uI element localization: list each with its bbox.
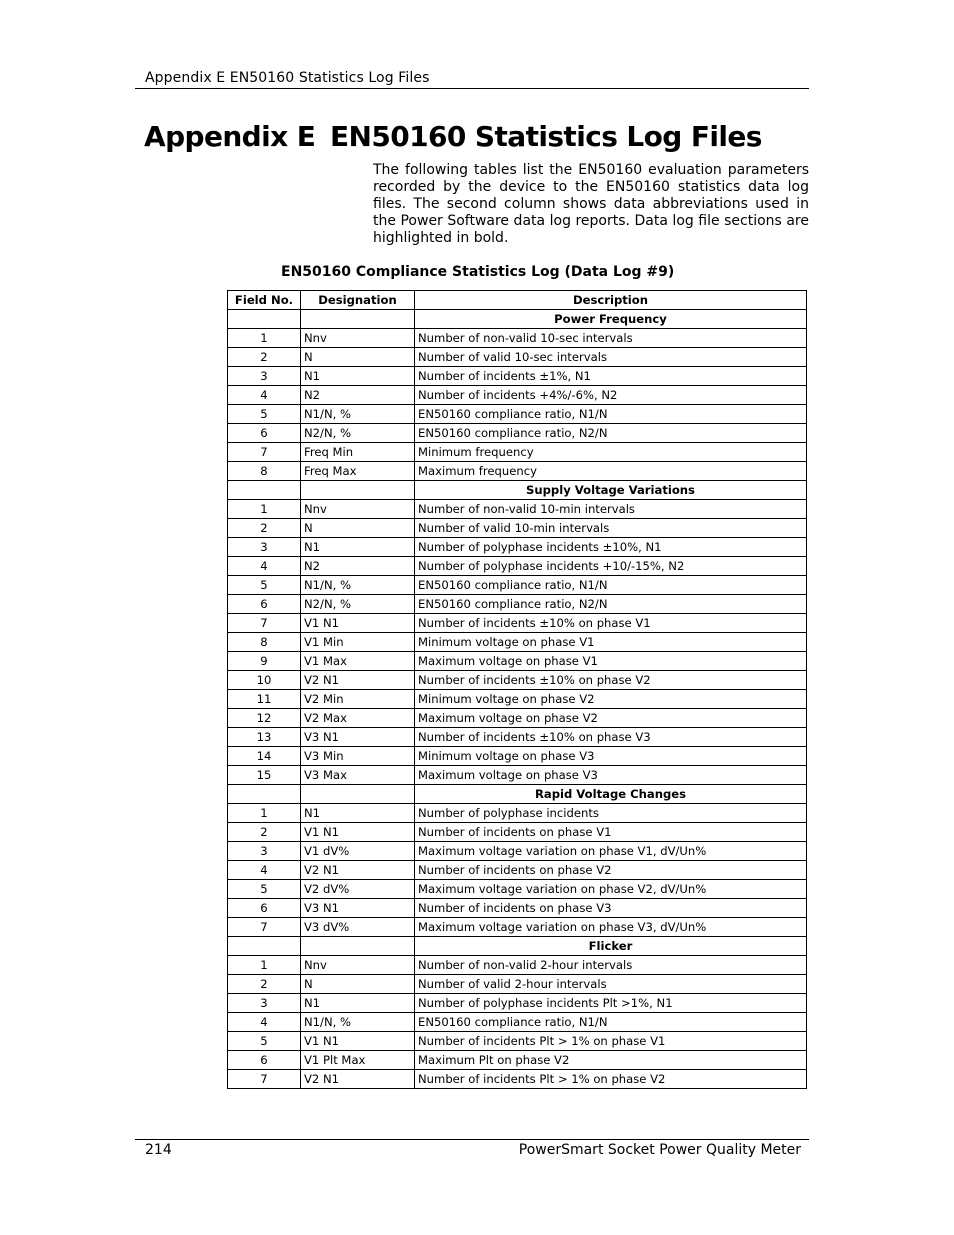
field-number-cell: 7 (228, 918, 301, 937)
table-row (228, 519, 807, 538)
designation-cell: V2 N1 (301, 861, 415, 880)
description-cell: Number of incidents ±10% on phase V3 (415, 728, 807, 747)
table-row (228, 766, 807, 785)
designation-cell: V1 Min (301, 633, 415, 652)
section-empty-cell (228, 785, 301, 804)
description-cell: EN50160 compliance ratio, N1/N (415, 576, 807, 595)
designation-cell: N2/N, % (301, 595, 415, 614)
description-cell: Maximum voltage variation on phase V3, dV/Un% (415, 918, 807, 937)
table-caption: EN50160 Compliance Statistics Log (Data Log #9) (281, 264, 675, 280)
description-cell: Number of incidents +4%/-6%, N2 (415, 386, 807, 405)
designation-cell: N2 (301, 386, 415, 405)
table-row (228, 595, 807, 614)
statistics-log-table (227, 290, 807, 1089)
field-number-cell: 5 (228, 405, 301, 424)
field-number-cell: 4 (228, 861, 301, 880)
section-row (228, 481, 807, 500)
table-row (228, 386, 807, 405)
designation-cell: V2 Min (301, 690, 415, 709)
designation-cell: N1/N, % (301, 576, 415, 595)
table-row (228, 956, 807, 975)
designation-cell: V3 Min (301, 747, 415, 766)
field-number-cell: 9 (228, 652, 301, 671)
table-body (228, 310, 807, 1089)
table-row (228, 329, 807, 348)
table-row (228, 1013, 807, 1032)
description-cell: Number of valid 10-min intervals (415, 519, 807, 538)
field-number-cell: 15 (228, 766, 301, 785)
description-cell: Number of incidents ±10% on phase V2 (415, 671, 807, 690)
column-header-description: Description (415, 291, 807, 310)
table-row (228, 728, 807, 747)
section-empty-cell (228, 481, 301, 500)
field-number-cell: 14 (228, 747, 301, 766)
designation-cell: N2 (301, 557, 415, 576)
table-row (228, 633, 807, 652)
designation-cell: N (301, 348, 415, 367)
intro-paragraph: The following tables list the EN50160 evaluation parameters recorded by the device to the EN50160 statistics data log files. The second column shows data abbreviations used in the Power Software data log reports. Data log file sections are highlighted in bold. (373, 162, 809, 246)
designation-cell: N1 (301, 367, 415, 386)
table-row (228, 975, 807, 994)
field-number-cell: 6 (228, 899, 301, 918)
description-cell: Number of polyphase incidents +10/-15%, N2 (415, 557, 807, 576)
designation-cell: V3 N1 (301, 728, 415, 747)
table-row (228, 861, 807, 880)
table-row (228, 424, 807, 443)
table-row (228, 823, 807, 842)
designation-cell: Freq Max (301, 462, 415, 481)
field-number-cell: 1 (228, 956, 301, 975)
footer-product-name: PowerSmart Socket Power Quality Meter (518, 1142, 801, 1158)
column-header-field-no: Field No. (228, 291, 301, 310)
description-cell: Maximum voltage on phase V2 (415, 709, 807, 728)
section-empty-cell (301, 310, 415, 329)
field-number-cell: 11 (228, 690, 301, 709)
designation-cell: N1 (301, 994, 415, 1013)
table-row (228, 918, 807, 937)
table-row (228, 804, 807, 823)
section-title: Power Frequency (415, 310, 807, 329)
table-row (228, 690, 807, 709)
field-number-cell: 5 (228, 1032, 301, 1051)
designation-cell: V1 Plt Max (301, 1051, 415, 1070)
field-number-cell: 8 (228, 633, 301, 652)
section-title: Flicker (415, 937, 807, 956)
table-row (228, 671, 807, 690)
field-number-cell: 6 (228, 424, 301, 443)
designation-cell: Freq Min (301, 443, 415, 462)
description-cell: Minimum voltage on phase V2 (415, 690, 807, 709)
designation-cell: V1 N1 (301, 614, 415, 633)
field-number-cell: 2 (228, 519, 301, 538)
field-number-cell: 4 (228, 386, 301, 405)
description-cell: Number of polyphase incidents Plt >1%, N1 (415, 994, 807, 1013)
description-cell: Number of incidents on phase V2 (415, 861, 807, 880)
table-row (228, 994, 807, 1013)
field-number-cell: 4 (228, 1013, 301, 1032)
section-empty-cell (301, 481, 415, 500)
table-row (228, 747, 807, 766)
description-cell: Number of non-valid 10-min intervals (415, 500, 807, 519)
description-cell: Minimum voltage on phase V3 (415, 747, 807, 766)
table-row (228, 1051, 807, 1070)
table-row (228, 443, 807, 462)
description-cell: Maximum frequency (415, 462, 807, 481)
designation-cell: V2 N1 (301, 1070, 415, 1089)
description-cell: Number of valid 10-sec intervals (415, 348, 807, 367)
description-cell: Maximum voltage on phase V1 (415, 652, 807, 671)
table-row (228, 405, 807, 424)
field-number-cell: 2 (228, 975, 301, 994)
field-number-cell: 12 (228, 709, 301, 728)
section-row (228, 310, 807, 329)
field-number-cell: 2 (228, 348, 301, 367)
designation-cell: Nnv (301, 500, 415, 519)
field-number-cell: 2 (228, 823, 301, 842)
page-title (144, 120, 824, 153)
field-number-cell: 7 (228, 443, 301, 462)
column-header-designation: Designation (301, 291, 415, 310)
designation-cell: N1/N, % (301, 1013, 415, 1032)
designation-cell: V2 Max (301, 709, 415, 728)
designation-cell: N1 (301, 804, 415, 823)
description-cell: EN50160 compliance ratio, N1/N (415, 405, 807, 424)
field-number-cell: 5 (228, 576, 301, 595)
field-number-cell: 3 (228, 367, 301, 386)
description-cell: Number of non-valid 10-sec intervals (415, 329, 807, 348)
designation-cell: V1 N1 (301, 1032, 415, 1051)
field-number-cell: 6 (228, 595, 301, 614)
table-row (228, 709, 807, 728)
designation-cell: N (301, 519, 415, 538)
table-row (228, 500, 807, 519)
table-row (228, 367, 807, 386)
field-number-cell: 3 (228, 842, 301, 861)
description-cell: Number of polyphase incidents ±10%, N1 (415, 538, 807, 557)
field-number-cell: 3 (228, 538, 301, 557)
running-header: Appendix E EN50160 Statistics Log Files (145, 70, 430, 86)
field-number-cell: 1 (228, 500, 301, 519)
field-number-cell: 8 (228, 462, 301, 481)
field-number-cell: 7 (228, 1070, 301, 1089)
description-cell: Number of incidents Plt > 1% on phase V1 (415, 1032, 807, 1051)
field-number-cell: 4 (228, 557, 301, 576)
description-cell: Number of polyphase incidents (415, 804, 807, 823)
table-row (228, 462, 807, 481)
table-row (228, 842, 807, 861)
description-cell: Number of incidents ±10% on phase V1 (415, 614, 807, 633)
designation-cell: V2 N1 (301, 671, 415, 690)
table-row (228, 614, 807, 633)
table-row (228, 576, 807, 595)
designation-cell: N (301, 975, 415, 994)
field-number-cell: 7 (228, 614, 301, 633)
table-row (228, 557, 807, 576)
appendix-label: Appendix E (144, 120, 316, 153)
field-number-cell: 6 (228, 1051, 301, 1070)
field-number-cell: 1 (228, 329, 301, 348)
designation-cell: V3 dV% (301, 918, 415, 937)
designation-cell: N1 (301, 538, 415, 557)
designation-cell: V1 dV% (301, 842, 415, 861)
description-cell: Maximum voltage variation on phase V2, dV/Un% (415, 880, 807, 899)
description-cell: Number of incidents Plt > 1% on phase V2 (415, 1070, 807, 1089)
description-cell: Maximum voltage variation on phase V1, dV/Un% (415, 842, 807, 861)
description-cell: Number of valid 2-hour intervals (415, 975, 807, 994)
description-cell: EN50160 compliance ratio, N2/N (415, 595, 807, 614)
designation-cell: N1/N, % (301, 405, 415, 424)
description-cell: Maximum Plt on phase V2 (415, 1051, 807, 1070)
field-number-cell: 5 (228, 880, 301, 899)
designation-cell: V1 Max (301, 652, 415, 671)
description-cell: Maximum voltage on phase V3 (415, 766, 807, 785)
section-empty-cell (228, 937, 301, 956)
description-cell: EN50160 compliance ratio, N2/N (415, 424, 807, 443)
description-cell: EN50160 compliance ratio, N1/N (415, 1013, 807, 1032)
designation-cell: V3 N1 (301, 899, 415, 918)
designation-cell: V2 dV% (301, 880, 415, 899)
field-number-cell: 10 (228, 671, 301, 690)
description-cell: Number of incidents on phase V1 (415, 823, 807, 842)
description-cell: Minimum voltage on phase V1 (415, 633, 807, 652)
table-row (228, 538, 807, 557)
table-row (228, 652, 807, 671)
section-empty-cell (301, 785, 415, 804)
field-number-cell: 13 (228, 728, 301, 747)
section-row (228, 785, 807, 804)
table-header-row (228, 291, 807, 310)
field-number-cell: 1 (228, 804, 301, 823)
designation-cell: Nnv (301, 956, 415, 975)
designation-cell: N2/N, % (301, 424, 415, 443)
section-row (228, 937, 807, 956)
footer-divider (135, 1139, 809, 1140)
table-row (228, 348, 807, 367)
table-row (228, 899, 807, 918)
description-cell: Number of incidents ±1%, N1 (415, 367, 807, 386)
appendix-title: EN50160 Statistics Log Files (330, 120, 762, 153)
section-empty-cell (301, 937, 415, 956)
header-divider (135, 88, 809, 89)
description-cell: Number of incidents on phase V3 (415, 899, 807, 918)
section-title: Rapid Voltage Changes (415, 785, 807, 804)
section-empty-cell (228, 310, 301, 329)
field-number-cell: 3 (228, 994, 301, 1013)
description-cell: Minimum frequency (415, 443, 807, 462)
designation-cell: V1 N1 (301, 823, 415, 842)
designation-cell: V3 Max (301, 766, 415, 785)
table-row (228, 880, 807, 899)
page-number: 214 (145, 1142, 172, 1158)
designation-cell: Nnv (301, 329, 415, 348)
description-cell: Number of non-valid 2-hour intervals (415, 956, 807, 975)
table-row (228, 1032, 807, 1051)
table-row (228, 1070, 807, 1089)
section-title: Supply Voltage Variations (415, 481, 807, 500)
